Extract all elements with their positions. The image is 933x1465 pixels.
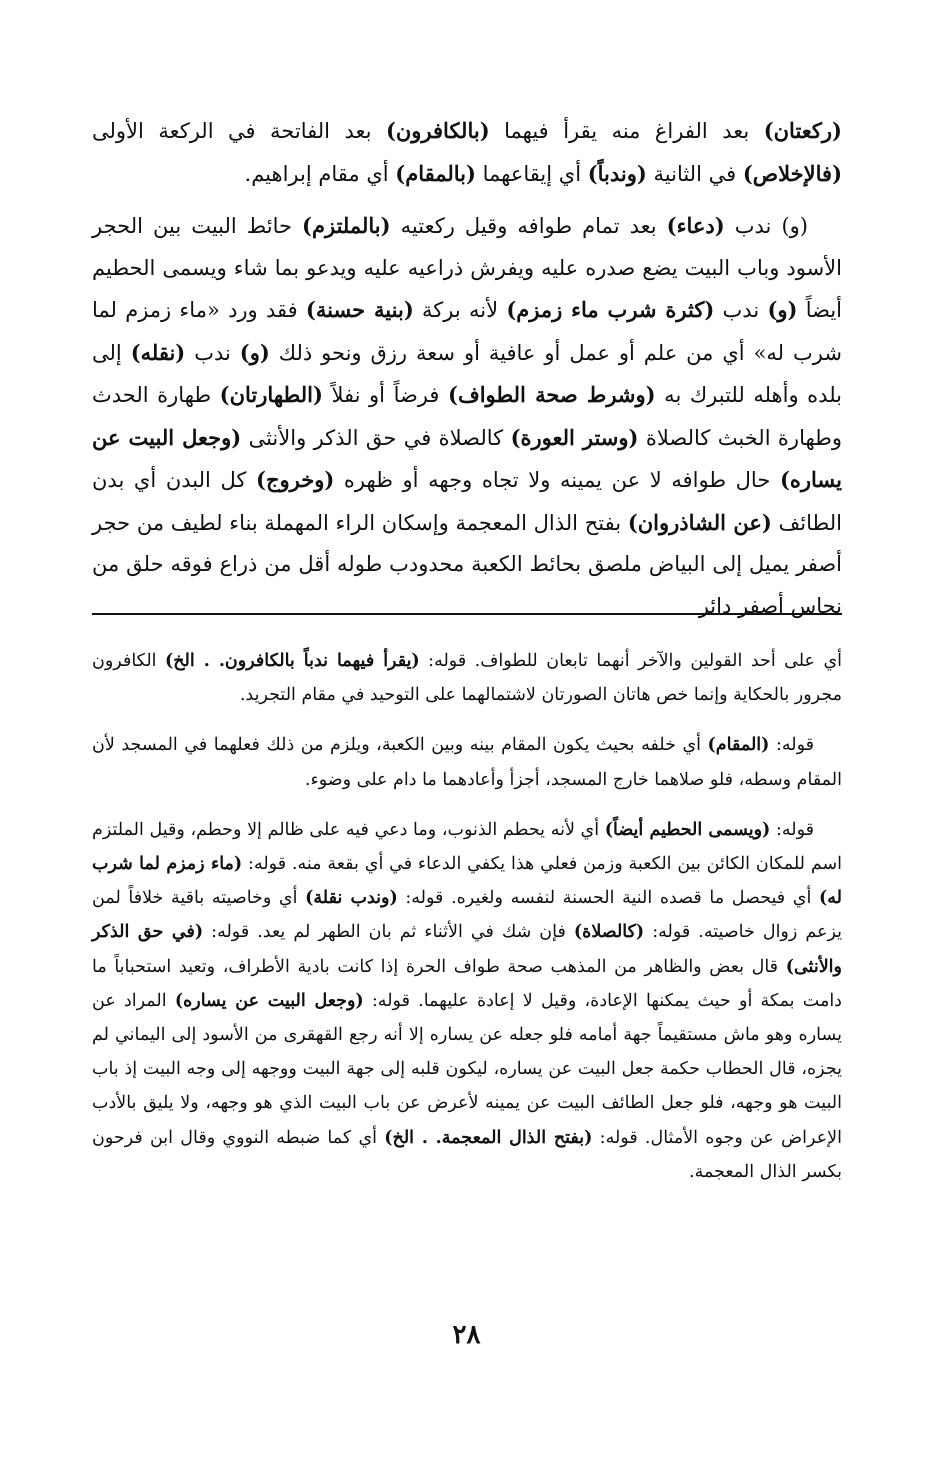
bold-term: (عن الشاذروان)	[627, 509, 772, 535]
text-run: أي إيقاعهما	[475, 161, 588, 186]
text-run: كل البدن أي بدن الطائف	[92, 468, 842, 535]
bold-term: (كثرة شرب ماء زمزم)	[506, 297, 715, 322]
bold-term: (بالكافرون)	[385, 118, 490, 143]
footnote-divider	[92, 613, 842, 615]
bold-term: (في حق الذكر والأنثى)	[92, 922, 842, 977]
bold-term: (كالصلاة)	[573, 922, 645, 943]
text-run: بعد الفاتحة في الركعة الأولى	[92, 119, 386, 143]
text-run: طهارة الحدث وطهارة الخبث كالصلاة	[92, 383, 843, 450]
text-run: قوله:	[770, 819, 814, 840]
text-run: بعد تمام طوافه وقيل ركعتيه	[390, 214, 667, 238]
text-run: لأنه بركة	[413, 298, 507, 322]
bold-term: (المقام)	[707, 735, 770, 756]
bold-term: (وندب نقلة)	[305, 888, 398, 909]
bold-term: (و)	[239, 339, 270, 365]
text-run: كالصلاة في حق الذكر والأنثى	[241, 425, 511, 450]
text-run: قال بعض والظاهر من المذهب صحة طواف الحرة إذا كانت بادية الأطراف، وتعيد استحباباً ما دامت بمكة أو حيث يمكنها الإعادة، وقيل لا إعادة عليهما. قوله:	[92, 956, 842, 1011]
text-run: أي لأنه يحطم الذنوب، وما دعي فيه على ظالم إلا وحطم، وقيل الملتزم اسم للمكان الكائن بين الكعبة وزمن فعلي هذا يكفي الدعاء في أي بقعة منه. قوله:	[92, 819, 842, 875]
page-number: ٢٨	[452, 1320, 481, 1350]
bold-term: (و)	[767, 297, 798, 322]
bold-term: (نقله)	[130, 339, 186, 365]
text-run: الكافرون مجرور بالحكاية وإنما خص هاتان الصورتان لاشتمالهما على التوحيد في مقام التجريد.	[92, 651, 842, 706]
bold-term: (بالملتزم)	[302, 213, 391, 238]
text-run: حال طوافه لا عن يمينه ولا تجاه وجهه أو ظهره	[334, 468, 780, 492]
text-run: أي مقام إبراهيم.	[244, 161, 396, 186]
text-run: فقد ورد «ماء زمزم لما شرب له» أي من علم أو عمل أو عافية أو سعة رزق ونحو ذلك	[92, 298, 842, 365]
bold-term: (وستر العورة)	[510, 424, 639, 450]
bold-term: (دعاء)	[666, 213, 725, 238]
bold-term: (وخروج)	[256, 467, 335, 492]
text-run: المراد عن يساره وهو ماش مستقيماً جهة أمامه فلو جعله عن يساره إلا أنه رجع القهقرى من الأسود إلى اليماني لم يجزه، قال الحطاب حكمة جعل البيت عن يساره، ليكون قلبه إلى جهة البيت ووجهه إلى وجه البيت إذ باب البيت هو وجهه، فلو جعل الطائف البيت عن يمينه لأعرض عن باب البيت الذي هو وجهه، ولا يليق بالأدب الإعراض عن وجوه الأمثال. قوله:	[92, 990, 842, 1148]
bold-term: (بفتح الذال المعجمة. . الخ)	[384, 1127, 593, 1148]
footnote-3	[92, 813, 842, 1189]
text-run: إلى بلده وأهله للتبرك به	[92, 340, 843, 407]
text-run: حائط البيت بين الحجر الأسود وباب البيت يضع صدره عليه ويفرش ذراعيه عليه ويدعو بما شاء ويسمى الحطيم أيضاً	[92, 214, 843, 322]
text-run: فرضاً أو نفلاً	[322, 383, 449, 407]
bold-term: (وجعل البيت عن يساره)	[92, 424, 842, 492]
footnotes	[92, 644, 842, 1205]
main-paragraph-2	[92, 205, 842, 627]
text-run: (و) ندب	[724, 214, 808, 238]
text-run: أي فيحصل ما قصده النية الحسنة لنفسه ولغيره. قوله:	[397, 888, 819, 909]
text-run: بفتح الذال المعجمة وإسكان الراء المهملة بناء لطيف من حجر أصفر يميل إلى البياض ملصق بحائط الكعبة محدودب طوله أقل من ذراع فوقه حلق من نحاس أصفر دائر	[92, 510, 842, 618]
text-run: أي وخاصيته باقية خلافاً لمن يزعم زوال خاصيته. قوله:	[92, 888, 842, 943]
bold-term: (وجعل البيت عن يساره)	[174, 990, 364, 1011]
main-paragraph-1	[92, 110, 842, 195]
bold-term: (بنية حسنة)	[305, 297, 414, 322]
bold-term: (بالمقام)	[395, 160, 476, 186]
bold-term: (ويسمى الحطيم أيضاً)	[604, 819, 771, 840]
text-run: بعد الفراغ منه يقرأ فيهما	[489, 119, 764, 143]
footnote-2	[92, 728, 842, 796]
text-run: في الثانية	[646, 161, 743, 186]
bold-term: (وشرط صحة الطواف)	[448, 382, 656, 407]
text-run: ندب	[185, 340, 240, 365]
main-text	[92, 110, 842, 637]
text-run: ندب	[714, 298, 768, 322]
text-run: فإن شك في الأثناء ثم بان الطهر لم يعد. قوله:	[203, 922, 574, 943]
bold-term: (وندباً)	[587, 160, 647, 186]
bold-term: (ركعتان)	[763, 118, 842, 143]
text-run: أي خلفه بحيث يكون المقام بينه وبين الكعبة، ويلزم من ذلك فعلهما في المسجد لأن المقام وسطه، فلو صلاهما خارج المسجد، أجزأ وأعادهما ما دام على وضوء.	[92, 735, 842, 790]
bold-term: (الطهارتان)	[219, 382, 323, 407]
text-run: قوله:	[769, 735, 814, 756]
bold-term: (ماء زمزم لما شرب له)	[92, 854, 842, 909]
text-run: أي كما ضبطه النووي وقال ابن فرحون بكسر الذال المعجمة.	[92, 1127, 842, 1182]
bold-term: (يقرأ فيهما ندباً بالكافرون. . الخ)	[164, 651, 420, 671]
text-run: أي على أحد القولين والآخر أنهما تابعان للطواف. قوله:	[419, 651, 842, 671]
footnote-1	[92, 644, 842, 712]
bold-term: (فالإخلاص)	[742, 160, 842, 186]
